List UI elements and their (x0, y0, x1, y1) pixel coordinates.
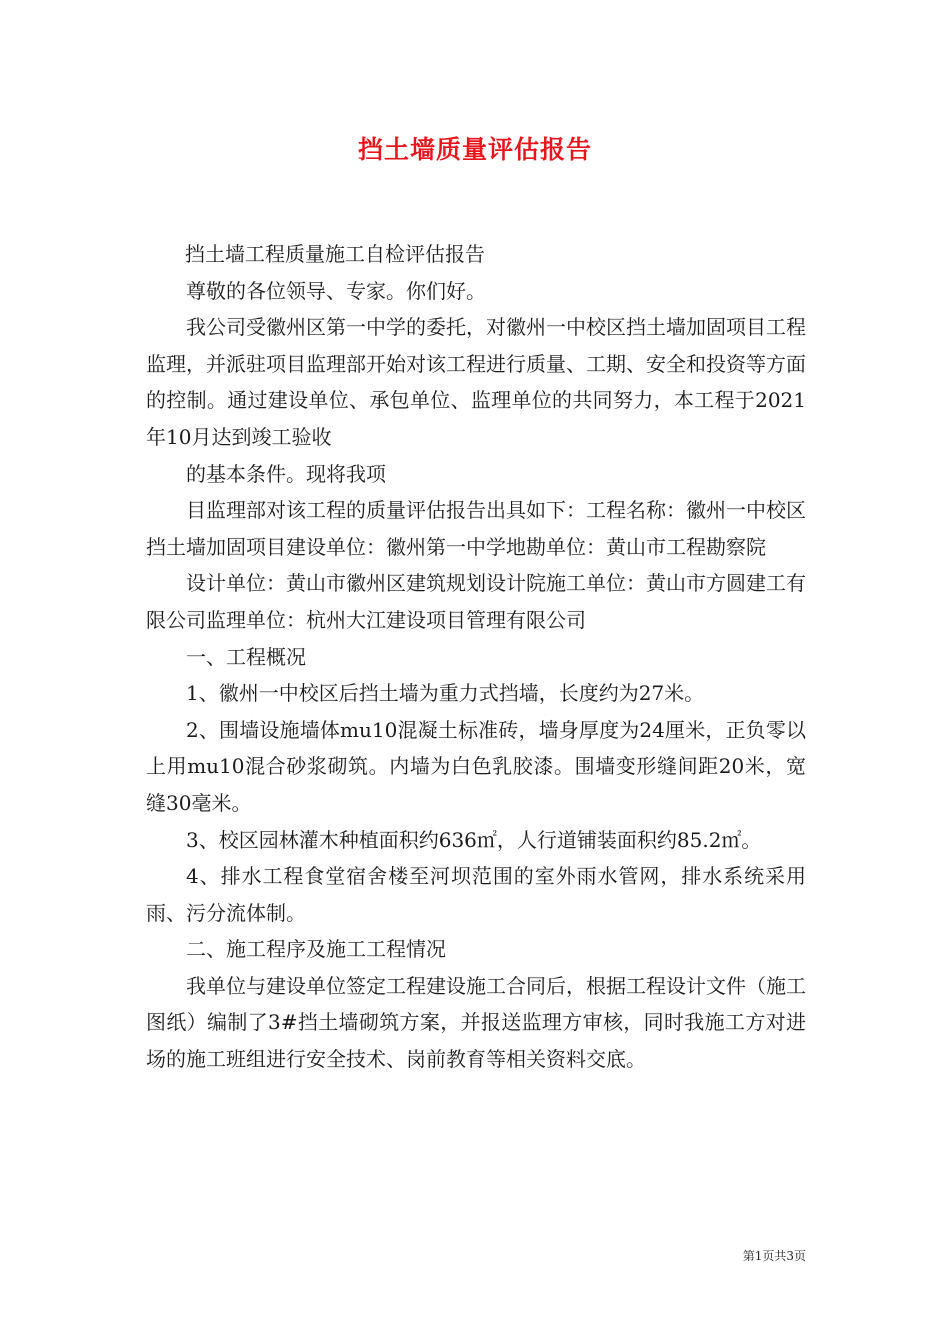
paragraph-item-3: 3、校区园林灌木种植面积约636㎡，人行道铺装面积约85.2㎡。 (186, 827, 762, 852)
paragraph-item-4: 4、排水工程食堂宿舍楼至河坝范围的室外雨水管网，排水系统采用雨、污分流体制。 (146, 864, 806, 925)
paragraph-greeting: 尊敬的各位领导、专家。你们好。 (186, 278, 486, 303)
section-heading-overview: 一、工程概况 (186, 644, 306, 669)
paragraph-units: 设计单位：黄山市徽州区建筑规划设计院施工单位：黄山市方圆建工有限公司监理单位：杭州大江建设项目管理有限公司 (146, 571, 806, 632)
document-title: 挡土墙质量评估报告 (357, 135, 592, 164)
section-heading-construction: 二、施工程序及施工工程情况 (186, 937, 446, 962)
page-number: 第1页共3页 (742, 1249, 806, 1263)
paragraph-intro: 我公司受徽州区第一中学的委托，对徽州一中校区挡土墙加固项目工程监理，并派驻项目监理部开始对该工程进行质量、工期、安全和投资等方面的控制。通过建设单位、承包单位、监理单位的共同努力，本工程于2021年10月达到竣工验收 (146, 315, 806, 449)
paragraph-item-1: 1、徽州一中校区后挡土墙为重力式挡墙，长度约为27米。 (186, 681, 705, 706)
paragraph-subtitle: 挡土墙工程质量施工自检评估报告 (185, 242, 485, 266)
paragraph-construction: 我单位与建设单位签定工程建设施工合同后，根据工程设计文件（施工图纸）编制了3#挡土墙砌筑方案，并报送监理方审核，同时我施工方对进场的施工班组进行安全技术、岗前教育等相关资料交底。 (146, 973, 806, 1072)
document-body (146, 236, 806, 1078)
paragraph-conditions: 的基本条件。现将我项 (186, 461, 386, 486)
paragraph-project-info: 目监理部对该工程的质量评估报告出具如下：工程名称：徽州一中校区挡土墙加固项目建设单位：徽州第一中学地勘单位：黄山市工程勘察院 (146, 498, 806, 559)
paragraph-item-2: 2、围墙设施墙体mu10混凝土标准砖，墙身厚度为24厘米，正负零以上用mu10混合砂浆砌筑。内墙为白色乳胶漆。围墙变形缝间距20米，宽缝30毫米。 (146, 717, 806, 815)
